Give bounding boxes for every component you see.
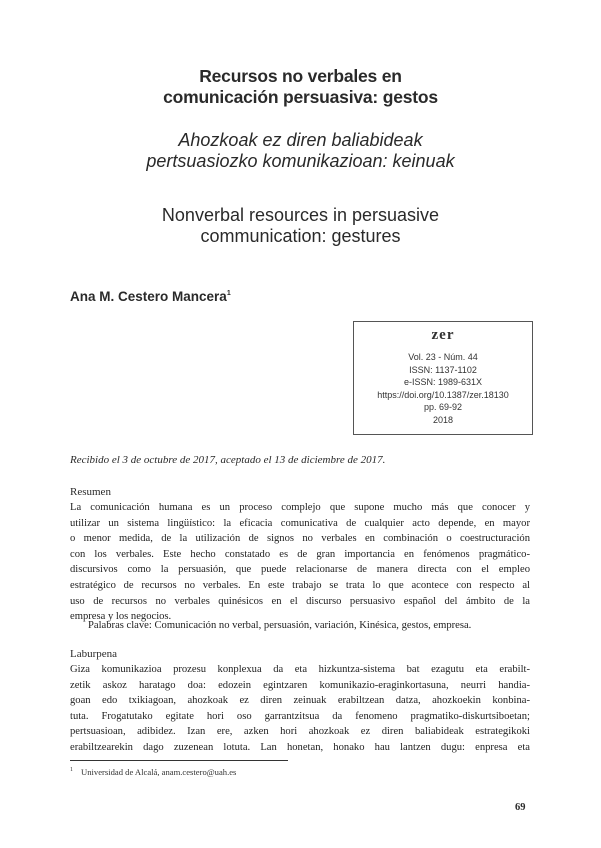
- title-spanish-line: comunicación persuasiva: gestos: [163, 87, 438, 107]
- laburpena-line: pertsuasioan, adibidez. Izan ere, azken hori ahozkoak ez diren baliabideak estrategikoki: [70, 726, 530, 738]
- title-english: [0, 205, 601, 247]
- resumen-line: o menor medida, de la utilización de signos no verbales en combinación o coestructuración: [70, 533, 530, 545]
- journal-year: 2018: [432, 414, 454, 425]
- title-basque: [0, 130, 601, 172]
- journal-eissn: e-ISSN: 1989-631X: [403, 377, 483, 388]
- journal-volume: Vol. 23 - Núm. 44: [408, 352, 478, 362]
- keywords-line: [88, 620, 471, 631]
- title-basque-line: pertsuasiozko komunikazioan: keinuak: [146, 151, 455, 171]
- resumen-line: con los verbales. Este hecho constatado es de gran importancia en fenómenos pragmático-: [70, 548, 530, 560]
- received-date: Recibido el 3 de octubre de 2017, aceptado el 13 de diciembre de 2017.: [70, 454, 386, 466]
- resumen-paragraph: [70, 500, 530, 625]
- author-footnote-mark: 1: [226, 290, 231, 297]
- laburpena-line: tuta. Frogatutako egitate hori oso garrantzitsua da fenomeno pragmatiko-diskurtsiboetan;: [70, 710, 530, 722]
- keywords-text: Comunicación no verbal, persuasión, variación, Kinésica, gestos, empresa.: [154, 620, 472, 631]
- journal-info-box: [353, 321, 533, 435]
- resumen-line: utilizar un sistema lingüístico: la eficacia comunicativa de cualquier acto depende, en mayor: [70, 517, 530, 529]
- title-english-line: Nonverbal resources in persuasive: [161, 205, 440, 225]
- author-name: Ana M. Cestero Mancera: [70, 289, 227, 304]
- journal-pages: pp. 69-92: [423, 402, 463, 413]
- laburpena-heading: Laburpena: [70, 648, 118, 660]
- laburpena-line: goan edo txikiagoan, ahozkoak ez diren zeinuak erabiltzean datza, ahozkoekin konbina-: [70, 695, 530, 707]
- author: [70, 289, 231, 304]
- title-spanish-line: Recursos no verbales en: [199, 66, 402, 86]
- laburpena-line: Giza komunikazioa prozesu konplexua da eta hizkuntza-sistema bat ezagutu eta erabilt-: [70, 664, 530, 675]
- laburpena-paragraph: [70, 662, 530, 756]
- page-number: 69: [515, 802, 526, 813]
- resumen-line: uso de recursos no verbales quinésicos en el discurso persuasivo español del ámbito de la: [70, 595, 530, 607]
- keywords-label: Palabras clave:: [88, 620, 152, 631]
- resumen-heading: Resumen: [70, 486, 111, 498]
- journal-logo: zer: [431, 327, 455, 343]
- resumen-line: empresa y los negocios.: [70, 611, 172, 623]
- title-basque-line: Ahozkoak ez diren baliabideak: [178, 130, 423, 150]
- footnote-text: Universidad de Alcalá, anam.cestero@uah.es: [81, 767, 237, 777]
- journal-doi-link[interactable]: https://doi.org/10.1387/zer.18130: [377, 389, 509, 400]
- footnote: [70, 767, 236, 777]
- laburpena-line: zetik askoz haratago doa: edozein egintzaren komunikazio-eraginkortasuna, neurri handia-: [70, 679, 530, 691]
- resumen-line: discursivos como la persuasión, que puede relacionarse de manera directa con el empleo: [70, 564, 530, 576]
- footnote-mark: 1: [70, 767, 73, 773]
- title-spanish: [0, 66, 601, 108]
- footnote-divider: [70, 760, 288, 761]
- resumen-line: La comunicación humana es un proceso complejo que supone mucho más que conocer y: [70, 502, 530, 513]
- resumen-line: estratégico de recursos no verbales. En este trabajo se trata lo que acontece con respecto al: [70, 579, 530, 591]
- journal-issn: ISSN: 1137-1102: [409, 364, 477, 375]
- title-english-line: communication: gestures: [200, 226, 401, 246]
- laburpena-line: erabiltzearekin dago zuzenean lotuta. Lan honetan, honako hau lantzen dugu: enpresa eta: [70, 741, 530, 753]
